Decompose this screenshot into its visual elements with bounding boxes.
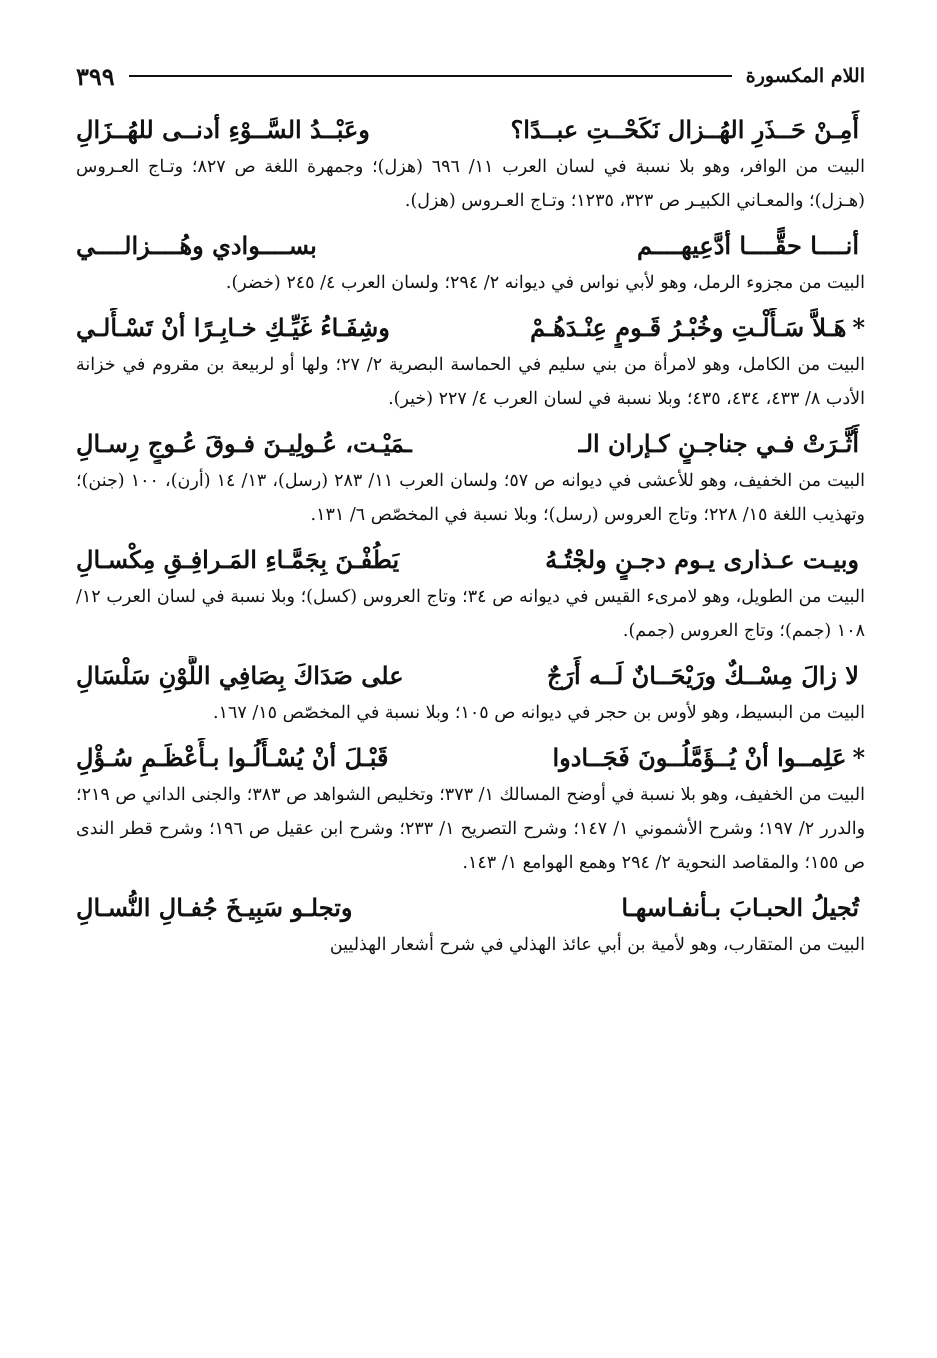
verse-entry: [76, 656, 865, 730]
verse-entry: [76, 424, 865, 532]
verse-first-hemistich: أنــــا حقًّــــا أدَّعِيهــــم: [637, 231, 859, 260]
verse-second-hemistich: وعَبْــدُ السَّــوْءِ أدنــى للهُــزَالِ: [76, 115, 370, 144]
verse-commentary: البيت من الخفيف، وهو بلا نسبة في أوضح المسالك ١/ ٣٧٣؛ وتخليص الشواهد ص ٣٨٣؛ والجنى الداني ص ٢١٩؛ والدرر ٢/ ١٩٧؛ وشرح الأشموني ١/ ١٤٧؛ وشرح التصريح ١/ ٢٣٣؛ وشرح ابن عقيل ص ١٩٦؛ وشرح قطر الندى ص ١٥٥؛ والمقاصد النحوية ٢/ ٢٩٤ وهمع الهوامع ١/ ١٤٣.: [76, 785, 866, 873]
verse-first-hemistich: *هَـلاَّ سَـأَلْـتِ وخُبْـرُ قَـومٍ عِنْـدَهُـمْ: [530, 313, 865, 342]
verse-entry: [76, 540, 865, 648]
verse-line: [76, 888, 865, 928]
verse-commentary: البيت من الخفيف، وهو للأعشى في ديوانه ص ٥٧؛ ولسان العرب ١١/ ٢٨٣ (رسل)، ١٣/ ١٤ (أرن)، ١٠٠ (جنن)؛ وتهذيب اللغة ١٥/ ٢٢٨؛ وتاج العروس (رسل)؛ وبلا نسبة في المخصّص ٦/ ١٣١.: [76, 471, 866, 525]
verse-marker: *: [852, 313, 865, 342]
verse-second-hemistich: وشِفَـاءُ غَيِّـكِ خـابِـرًا أنْ تَسْـأَلـي: [76, 313, 390, 342]
verse-commentary: البيت من الكامل، وهو لامرأة من بني سليم في الحماسة البصرية ٢/ ٢٧؛ ولها أو لربيعة بن مقروم في خزانة الأدب ٨/ ٤٣٣، ٤٣٤، ٤٣٥؛ وبلا نسبة في لسان العرب ٤/ ٢٢٧ (خير).: [76, 355, 865, 409]
verse-line: [76, 110, 865, 150]
verse-marker: *: [852, 743, 865, 772]
verse-commentary: البيت من البسيط، وهو لأوس بن حجر في ديوانه ص ١٠٥؛ وبلا نسبة في المخصّص ١٥/ ١٦٧.: [212, 703, 865, 723]
verse-line: [76, 424, 865, 464]
verse-first-hemistich: تُجيلُ الحبـابَ بـأنفـاسهـا: [621, 893, 859, 922]
verse-first-hemistich: وبيـت عـذارى يـوم دجـنٍ ولجْتُـهُ: [545, 545, 859, 574]
verse-line: [76, 308, 865, 348]
verse-second-hemistich: وتجلـو سَبِيـخَ جُفـالِ النُّسـالِ: [76, 893, 353, 922]
verse-first-hemistich: أَمِـنْ حَــذَرِ الهُــزال نَكَحْــتِ عبــدًا؟: [510, 115, 859, 144]
verse-entry: [76, 738, 865, 880]
verse-commentary: البيت من مجزوء الرمل، وهو لأبي نواس في ديوانه ٢/ ٢٩٤؛ ولسان العرب ٤/ ٢٤٥ (خضر).: [225, 273, 865, 293]
page-number: ٣٩٩: [76, 61, 115, 91]
running-header: [76, 58, 865, 94]
verse-line: [76, 656, 865, 696]
verse-entry: [76, 308, 865, 416]
verse-entry: [76, 110, 865, 218]
verse-commentary: البيت من الطويل، وهو لامرىء القيس في ديوانه ص ٣٤؛ وتاج العروس (كسل)؛ وبلا نسبة في لسان العرب ١٢/ ١٠٨ (جمم)؛ وتاج العروس (جمم).: [76, 587, 865, 641]
verse-second-hemistich: بســــوادي وهُــــزالــــي: [76, 231, 317, 260]
header-rule: [129, 75, 732, 77]
chapter-title: اللام المكسورة: [745, 65, 865, 87]
verse-commentary: البيت من المتقارب، وهو لأمية بن أبي عائذ الهذلي في شرح أشعار الهذليين: [329, 935, 865, 955]
verse-first-hemistich: لا زالَ مِسْــكٌ ورَيْحَــانٌ لَــه أَرَجٌ: [546, 661, 859, 690]
verse-second-hemistich: يَطُفْـنَ بِجَمَّـاءِ المَـرافِـقِ مِكْسـالِ: [76, 545, 400, 574]
verse-first-hemistich: أَثَّـرَتْ فـي جناجـنٍ كـإران الـ: [578, 429, 859, 458]
verse-line: [76, 226, 865, 266]
verse-commentary: البيت من الوافر، وهو بلا نسبة في لسان العرب ١١/ ٦٩٦ (هزل)؛ وجمهرة اللغة ص ٨٢٧؛ وتـاج العـروس (هـزل)؛ والمعـاني الكبيـر ص ٣٢٣، ١٢٣٥؛ وتـاج العـروس (هزل).: [76, 157, 865, 211]
verse-line: [76, 738, 865, 778]
verse-entry: [76, 888, 865, 962]
verse-second-hemistich: ـمَيْـت، عُـولِيـنَ فـوقَ عُـوجٍ رِسـالِ: [76, 429, 412, 458]
verse-line: [76, 540, 865, 580]
verse-second-hemistich: قَبْـلَ أنْ يُسْـأَلُـوا بـأَعْظَـمِ سُـؤْلِ: [76, 743, 389, 772]
verse-entry: [76, 226, 865, 300]
verse-first-hemistich: *عَلِمــوا أنْ يُــؤَمَّلُــونَ فَجَــادوا: [552, 743, 865, 772]
verse-second-hemistich: على صَدَاكَ بِصَافِي اللَّوْنِ سَلْسَالِ: [76, 661, 404, 690]
